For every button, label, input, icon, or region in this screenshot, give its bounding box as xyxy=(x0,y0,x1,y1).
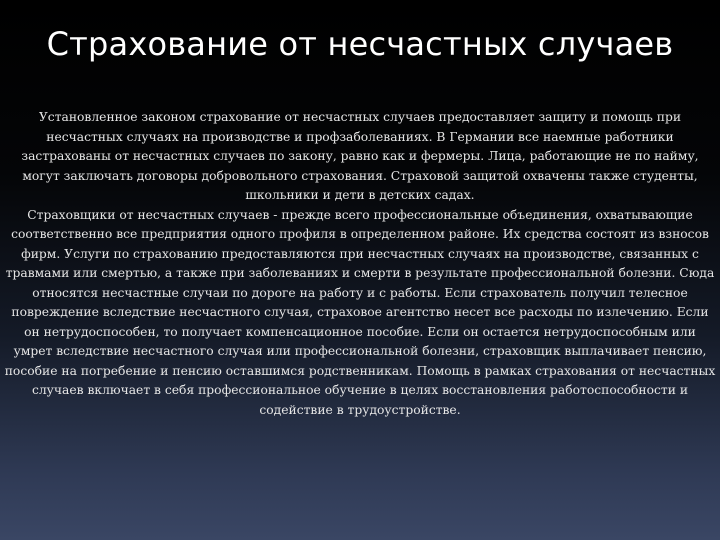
body-paragraph-1: Установленное законом страхование от несчастных случаев предоставляет защиту и помощь при несчастных случаях на производстве и профзаболеваниях. В Германии все наемные работники застрахованы от несчастных случаев по закону, равно как и фермеры. Лица, работающие не по найму, могут заключать договоры добровольного страхования. Страховой защитой охвачены также студенты, школьники и дети в детских садах. xyxy=(21,110,699,202)
body-paragraph-2: Страховщики от несчастных случаев - прежде всего профессиональные объединения, охватывающие соответственно все предприятия одного профиля в определенном районе. Их средства состоят из взносов фирм. Услуги по страхованию предоставляются при несчастных случаях на производстве, связанных с травмами или смертью, а также при заболеваниях и смерти в результате профессиональной болезни. Сюда относятся несчастные случаи по дороге на работу и с работы. Если страхователь получил телесное повреждение вследствие несчастного случая, страховое агентство несет все расходы по излечению. Если он нетрудоспособен, то получает компенсационное пособие. Если он остается нетрудоспособным или умрет вследствие несчастного случая или профессиональной болезни, страховщик выплачивает пенсию, пособие на погребение и пенсию оставшимся родственникам. Помощь в рамках страхования от несчастных случаев включает в себя профессиональное обучение в целях восстановления работоспособности и содействие в трудоустройстве. xyxy=(4,207,716,417)
slide-body xyxy=(4,108,716,420)
slide-title: Страхование от несчастных случаев xyxy=(46,25,674,63)
